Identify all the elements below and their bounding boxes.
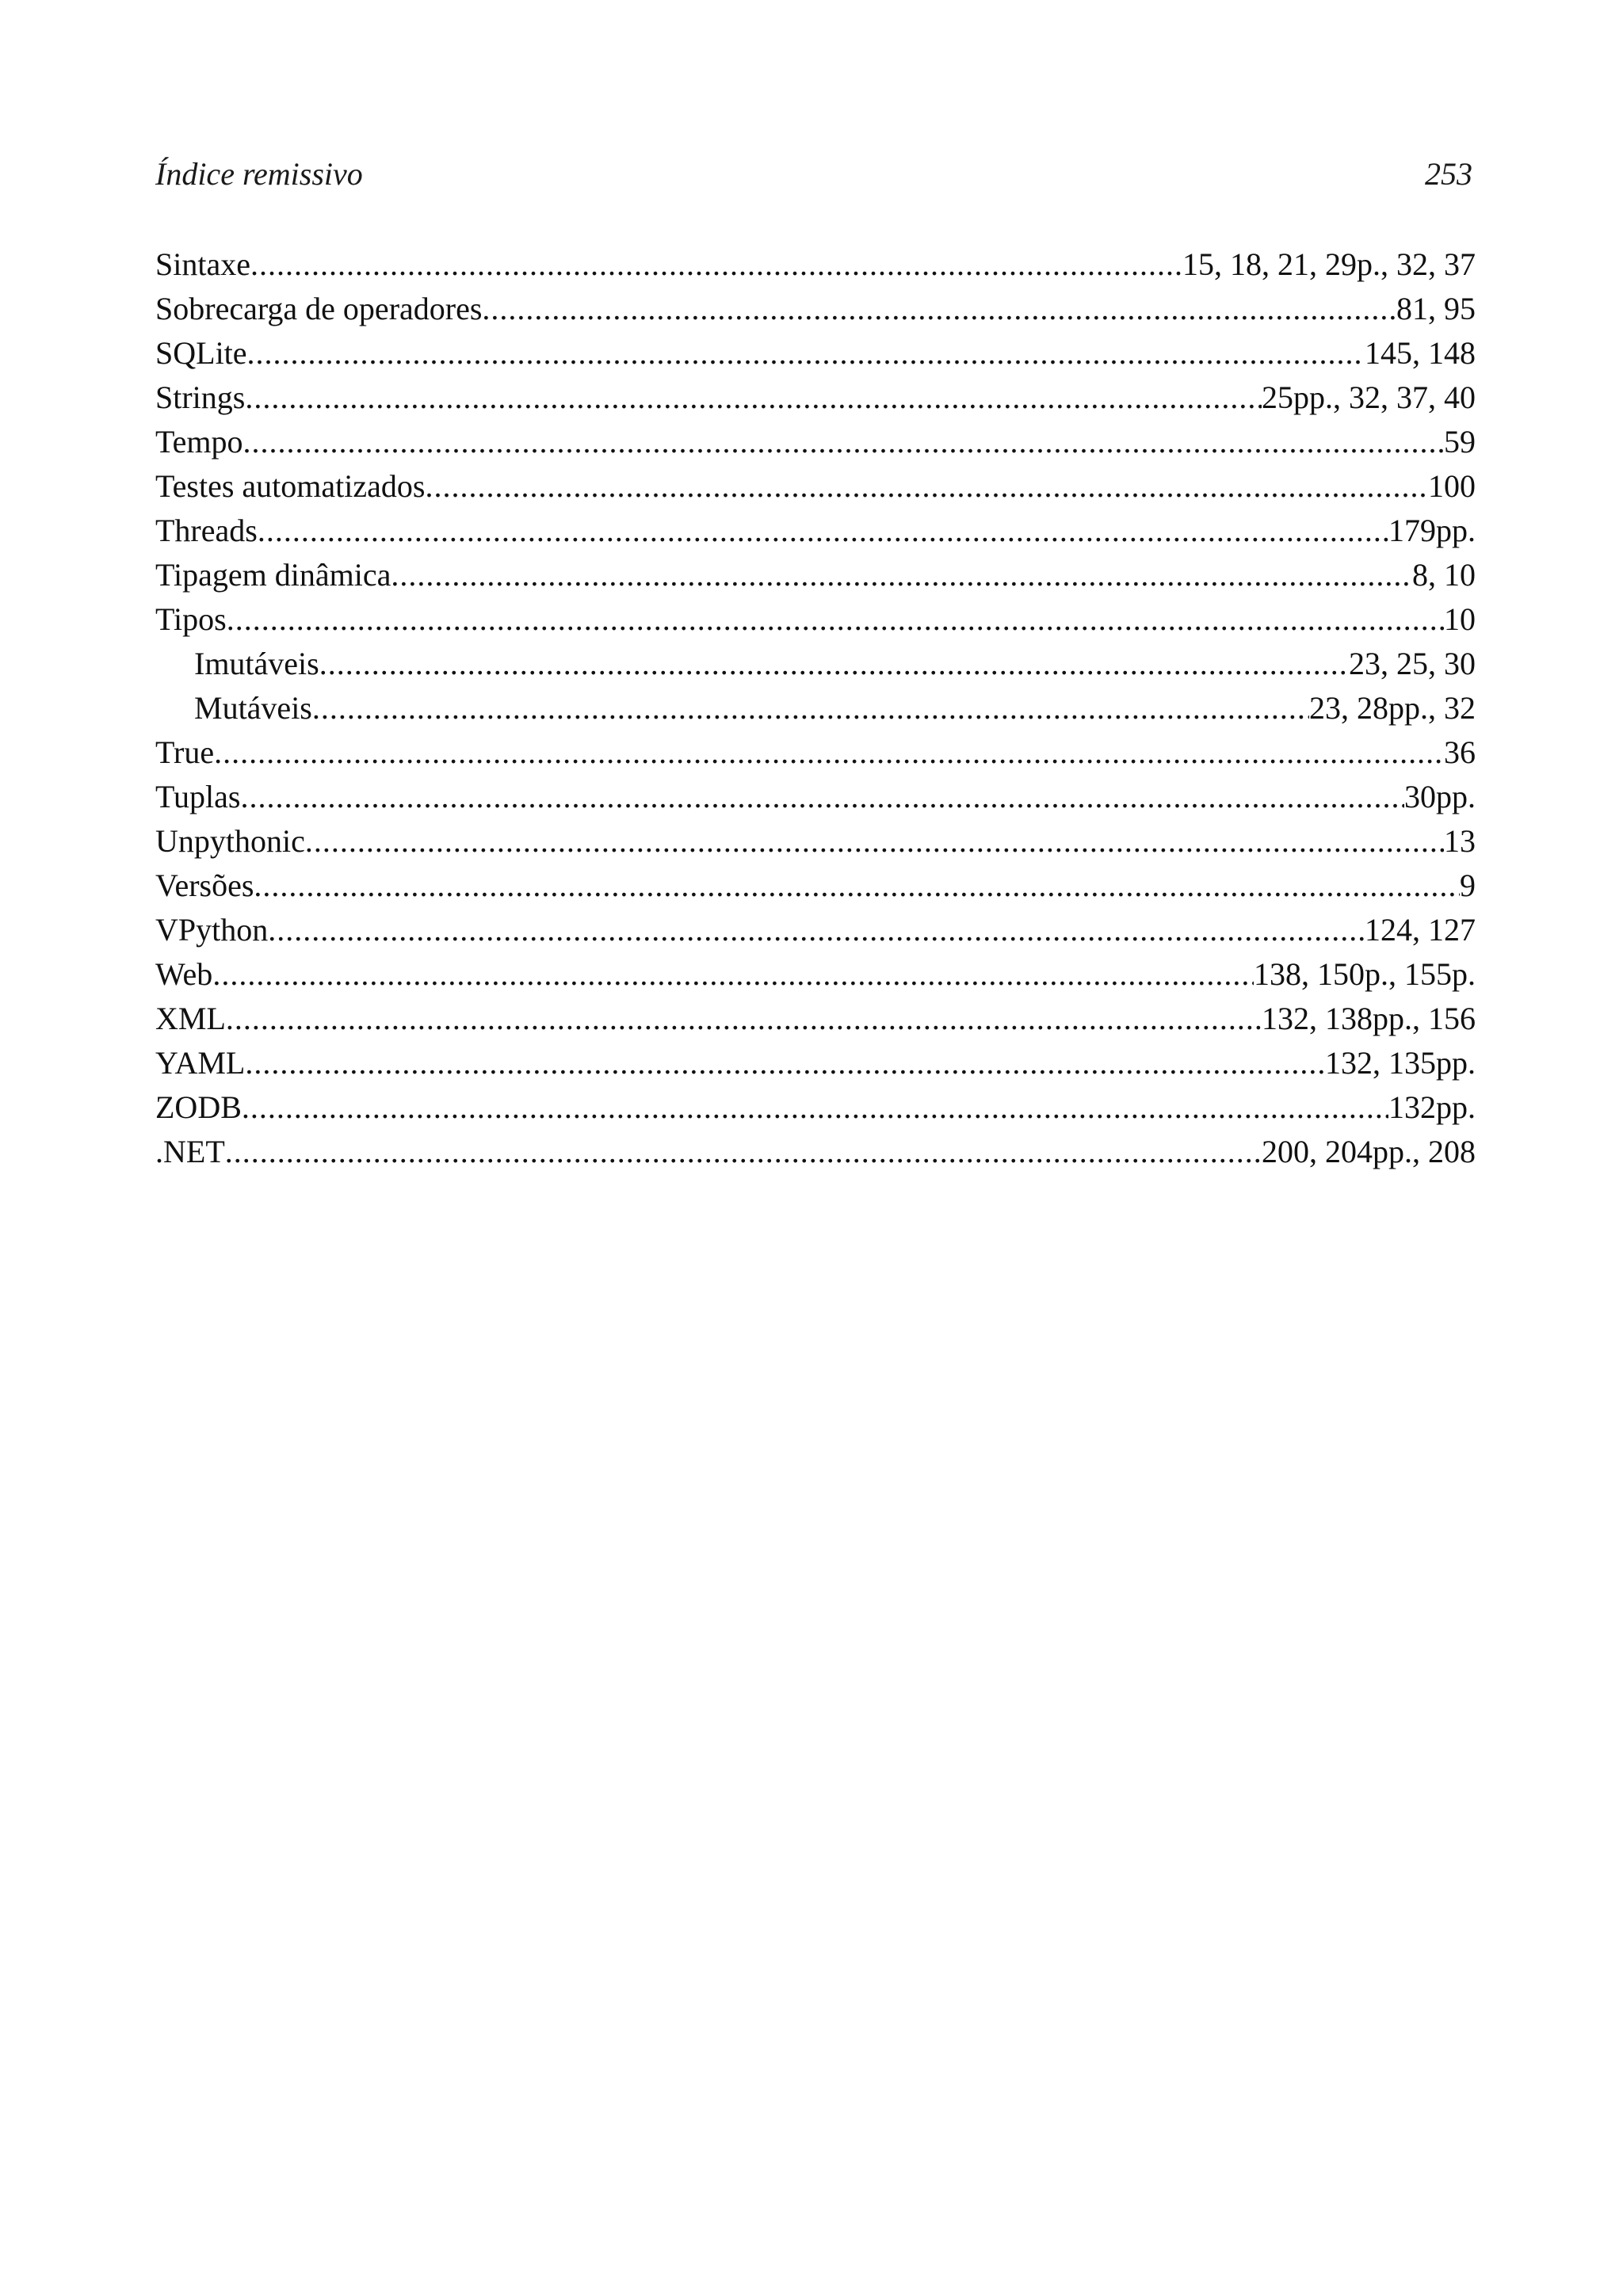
index-pages: 132pp. — [1388, 1089, 1476, 1125]
index-entry-tuplas — [155, 775, 1476, 819]
index-entry-sobrecarga-de-operadores — [155, 287, 1476, 331]
index-term: Tipagem dinâmica — [155, 557, 391, 593]
dot-leader — [254, 864, 1460, 908]
index-pages: 30pp. — [1404, 779, 1476, 814]
index-term: XML — [155, 1001, 226, 1036]
index-term: Tuplas — [155, 779, 241, 814]
index-pages: 100 — [1428, 468, 1476, 504]
index-entry-threads — [155, 509, 1476, 553]
index-pages: 81, 95 — [1396, 291, 1476, 326]
index-subentry-imutaveis — [155, 642, 1476, 686]
dot-leader — [226, 997, 1262, 1041]
index-entry-testes-automatizados — [155, 464, 1476, 509]
dot-leader — [268, 908, 1365, 952]
index-entry-sqlite — [155, 331, 1476, 376]
index-term: Tempo — [155, 424, 243, 460]
dot-leader — [482, 287, 1396, 331]
dot-leader — [245, 376, 1262, 420]
index-entry-tempo — [155, 420, 1476, 464]
index-term: Tipos — [155, 601, 227, 637]
index-pages: 36 — [1444, 734, 1476, 770]
dot-leader — [391, 553, 1412, 597]
index-term: Testes automatizados — [155, 468, 426, 504]
index-pages: 59 — [1444, 424, 1476, 460]
index-entry-versoes — [155, 864, 1476, 908]
index-term: SQLite — [155, 335, 247, 371]
index-subentry-mutaveis — [155, 686, 1476, 730]
index-term: Threads — [155, 513, 258, 548]
index-entry-tipos — [155, 597, 1476, 642]
index-pages: 23, 28pp., 32 — [1309, 690, 1476, 726]
index-pages: 10 — [1444, 601, 1476, 637]
index-term: Web — [155, 956, 213, 992]
index-term: YAML — [155, 1045, 246, 1081]
index-pages: 8, 10 — [1412, 557, 1476, 593]
index-entry-xml — [155, 997, 1476, 1041]
index-entry-dotnet — [155, 1130, 1476, 1174]
dot-leader — [240, 775, 1404, 819]
index-pages: 15, 18, 21, 29p., 32, 37 — [1182, 246, 1476, 282]
index-pages: 145, 148 — [1365, 335, 1476, 371]
index-entry-yaml — [155, 1041, 1476, 1085]
index-term: VPython — [155, 912, 269, 948]
index-pages: 132, 138pp., 156 — [1262, 1001, 1476, 1036]
dot-leader — [247, 331, 1365, 376]
index-entry-strings — [155, 376, 1476, 420]
dot-leader — [214, 730, 1444, 775]
dot-leader — [242, 1085, 1388, 1130]
index-pages: 25pp., 32, 37, 40 — [1262, 379, 1476, 415]
index-term: Imutáveis — [194, 646, 319, 681]
index-pages: 200, 204pp., 208 — [1262, 1134, 1476, 1169]
index-term: Sobrecarga de operadores — [155, 291, 483, 326]
index-entry-unpythonic — [155, 819, 1476, 864]
dot-leader — [312, 686, 1309, 730]
index-entry-zodb — [155, 1085, 1476, 1130]
index-term: Mutáveis — [194, 690, 312, 726]
index-pages: 179pp. — [1388, 513, 1476, 548]
index-term: Unpythonic — [155, 823, 305, 859]
dot-leader — [319, 642, 1349, 686]
dot-leader — [245, 1041, 1325, 1085]
index-pages: 138, 150p., 155p. — [1254, 956, 1476, 992]
index-term: True — [155, 734, 215, 770]
dot-leader — [225, 1130, 1262, 1174]
index-term: Strings — [155, 379, 246, 415]
index-term: .NET — [155, 1134, 225, 1169]
dot-leader — [250, 242, 1182, 287]
dot-leader — [258, 509, 1388, 553]
index-term: ZODB — [155, 1089, 242, 1125]
running-header — [155, 155, 1476, 206]
index-entry-sintaxe — [155, 242, 1476, 287]
index-entry-vpython — [155, 908, 1476, 952]
index-list — [155, 242, 1476, 1174]
index-term: Versões — [155, 868, 254, 903]
section-title: Índice remissivo — [155, 156, 363, 192]
dot-leader — [227, 597, 1444, 642]
dot-leader — [305, 819, 1444, 864]
dot-leader — [243, 420, 1444, 464]
index-pages: 9 — [1460, 868, 1476, 903]
index-pages: 124, 127 — [1365, 912, 1476, 948]
dot-leader — [212, 952, 1254, 997]
index-term: Sintaxe — [155, 246, 250, 282]
index-entry-true — [155, 730, 1476, 775]
index-pages: 132, 135pp. — [1325, 1045, 1476, 1081]
index-entry-tipagem-dinamica — [155, 553, 1476, 597]
dot-leader — [425, 464, 1428, 509]
index-pages: 23, 25, 30 — [1349, 646, 1476, 681]
page-number: 253 — [1425, 156, 1472, 192]
index-entry-web — [155, 952, 1476, 997]
index-pages: 13 — [1444, 823, 1476, 859]
